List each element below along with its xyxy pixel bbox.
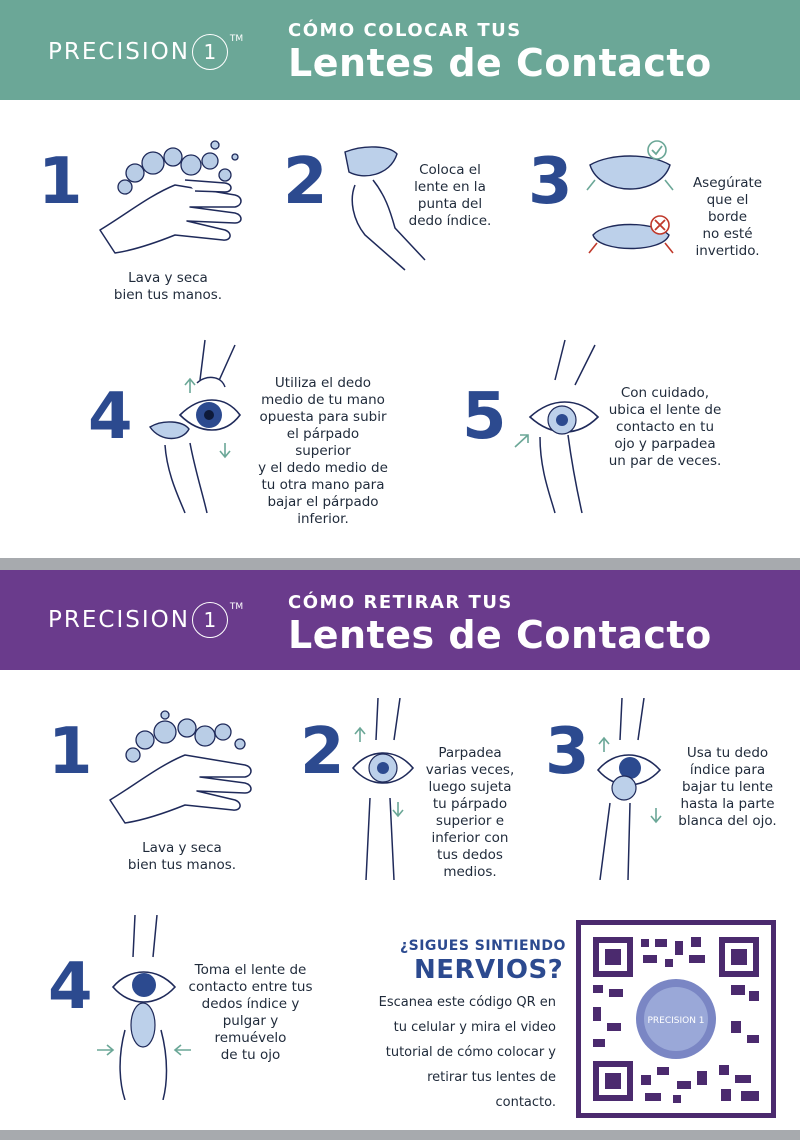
- insert-header-band: [0, 0, 800, 100]
- pinching-lens-illustration: [95, 915, 195, 1100]
- remove-title: [288, 592, 712, 657]
- qr-pattern: [581, 925, 771, 1113]
- remove-step-2-text: Parpadea varias veces, luego sujeta tu párpado superior e inferior con tus dedos medios.: [425, 745, 515, 880]
- remove-step-3-text: Usa tu dedo índice para bajar tu lente hasta la parte blanca del ojo.: [678, 745, 777, 829]
- placing-lens-in-eye-illustration: [510, 335, 610, 515]
- qr-code[interactable]: [576, 920, 776, 1118]
- remove-step-3-number: 3: [545, 715, 590, 789]
- insert-step-3-number: 3: [528, 145, 573, 219]
- wash-hands-illustration: [95, 135, 255, 260]
- insert-step-2-number: 2: [283, 145, 328, 219]
- precision1-logo-2: [48, 602, 243, 638]
- qr-center-label: PRECISION 1: [647, 1016, 705, 1026]
- lens-orientation-illustration: [585, 135, 680, 275]
- sliding-lens-down-illustration: [590, 698, 670, 880]
- insert-step-4-text: Utiliza el dedo medio de tu mano opuesta para subir el párpado superior y el dedo medio de tu otra mano para bajar el párpado inferior.: [258, 375, 388, 527]
- remove-header-band: [0, 570, 800, 670]
- open-eye-with-lens-illustration: [145, 335, 255, 515]
- holding-eyelids-illustration: [348, 698, 418, 880]
- qr-heading-big: NERVIOS?: [414, 955, 564, 985]
- insert-title: [288, 20, 712, 85]
- insert-step-2-text: Coloca el lente en la punta del dedo índice.: [408, 162, 492, 229]
- logo-text: PRECISION: [48, 607, 190, 633]
- insert-step-1-text: Lava y seca bien tus manos.: [113, 270, 223, 303]
- remove-step-4-text: Toma el lente de contacto entre tus dedos índice y pulgar y remuévelo de tu ojo: [188, 962, 313, 1063]
- qr-instructions: Escanea este código QR en tu celular y mira el video tutorial de cómo colocar y retirar tus lentes de contacto.: [378, 995, 556, 1110]
- remove-step-4-number: 4: [48, 950, 93, 1024]
- remove-step-2-number: 2: [300, 715, 345, 789]
- logo-tm: TM: [229, 34, 244, 44]
- logo-tm: TM: [229, 602, 244, 612]
- remove-title-small: CÓMO RETIRAR TUS: [288, 592, 513, 613]
- remove-step-1-text: Lava y seca bien tus manos.: [127, 840, 237, 873]
- logo-ring: 1: [192, 602, 228, 638]
- insert-step-5-text: Con cuidado, ubica el lente de contacto en tu ojo y parpadea un par de veces.: [608, 385, 722, 469]
- insert-title-big: Lentes de Contacto: [288, 41, 712, 85]
- remove-step-1-number: 1: [48, 715, 93, 789]
- logo-text: PRECISION: [48, 39, 190, 65]
- section-divider: [0, 558, 800, 570]
- insert-step-4-number: 4: [88, 380, 133, 454]
- bottom-divider: [0, 1130, 800, 1140]
- insert-step-3-text: Asegúrate que el borde no esté invertido.: [692, 175, 763, 259]
- insert-title-small: CÓMO COLOCAR TUS: [288, 20, 522, 41]
- precision1-logo: [48, 34, 243, 70]
- insert-step-1-number: 1: [38, 145, 83, 219]
- qr-heading-small: ¿SIGUES SINTIENDO: [400, 938, 566, 954]
- remove-title-big: Lentes de Contacto: [288, 613, 712, 657]
- wash-hands-illustration-2: [105, 710, 265, 830]
- logo-ring: 1: [192, 34, 228, 70]
- insert-step-5-number: 5: [462, 380, 507, 454]
